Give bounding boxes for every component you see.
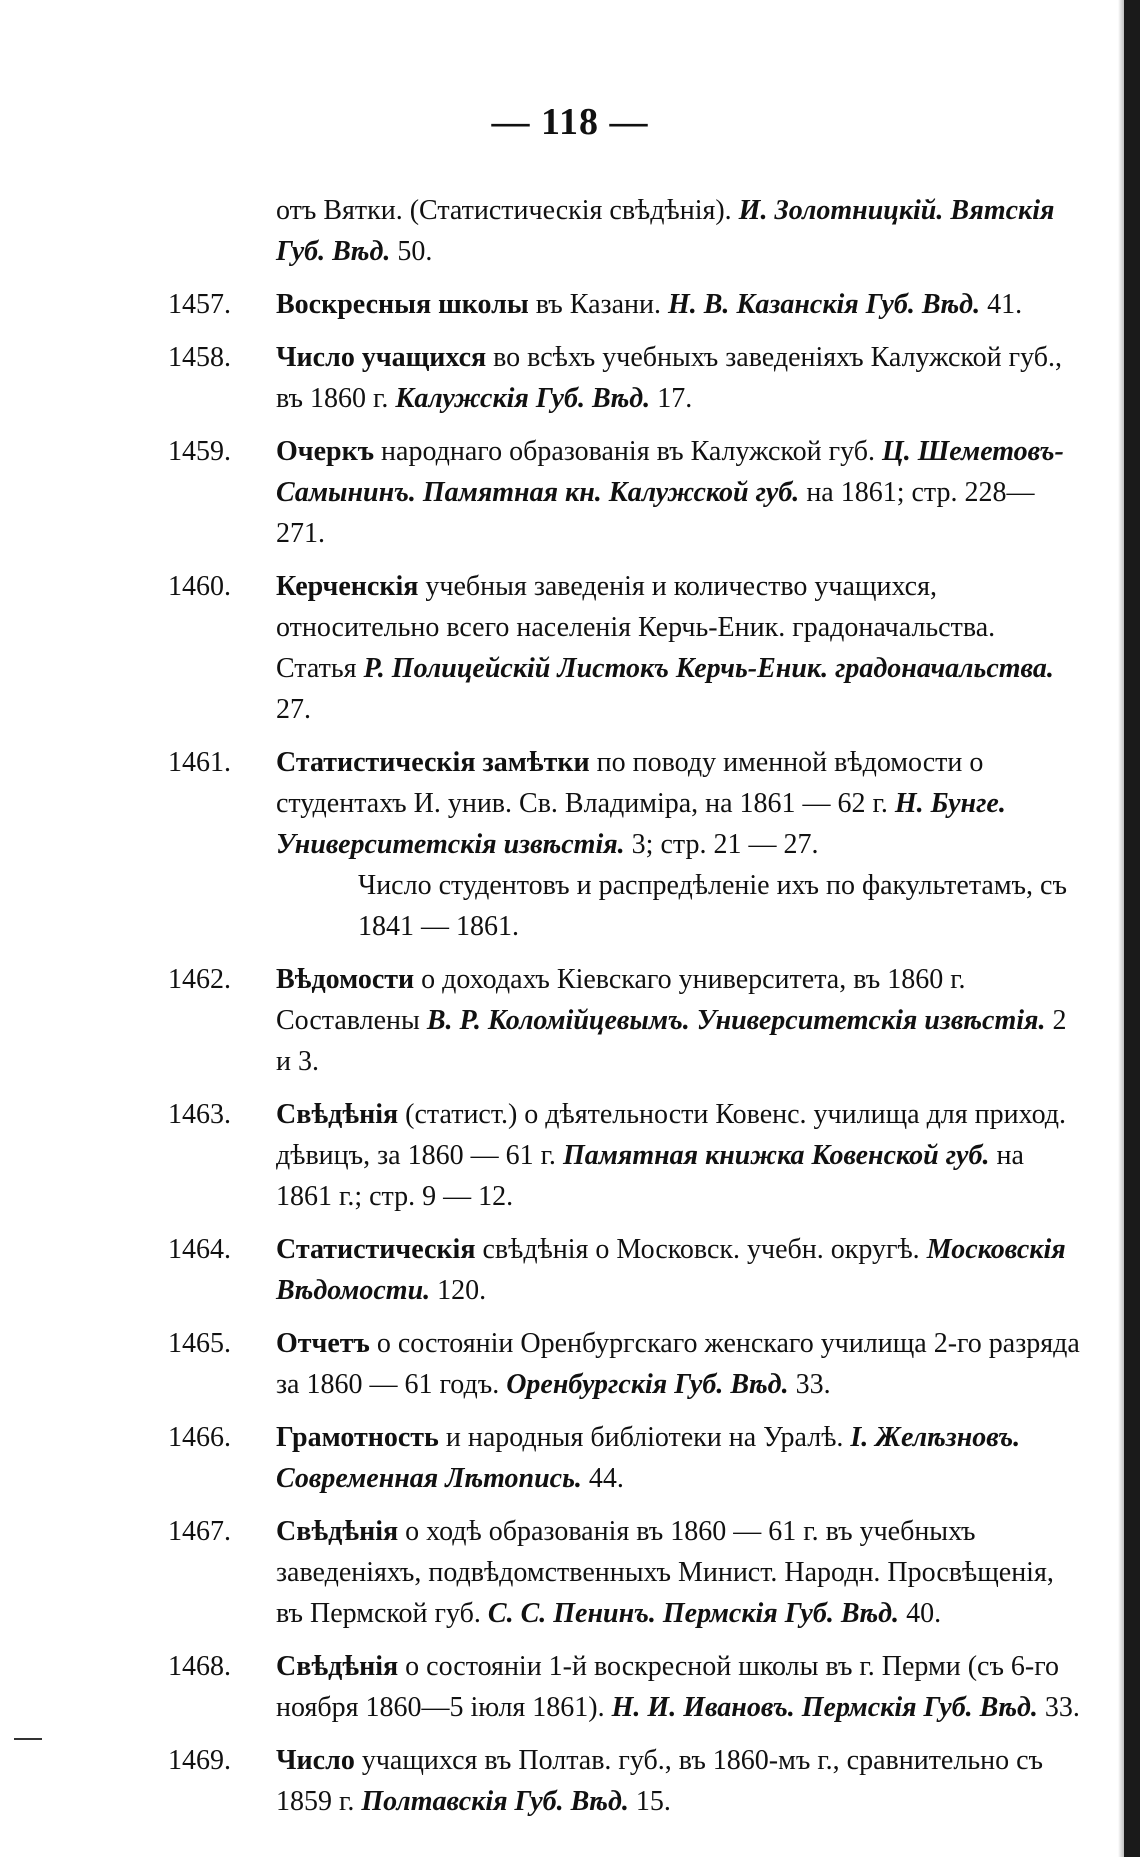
entry-number: 1461. [168, 747, 231, 778]
entry-number: 1459. [168, 436, 231, 467]
entry-number: 1464. [168, 1234, 231, 1265]
entry-source: Пермскія Губ. Вѣд. [662, 1598, 900, 1629]
entry-source: Полицейскій Листокъ Керчь-Еник. градоначальства. [391, 653, 1054, 684]
entry-number: 1457. [168, 289, 231, 320]
entry-author: Н. И. Ивановъ. [611, 1692, 795, 1723]
entry-1462: 1462. Вѣдомости о доходахъ Кіевскаго университета, въ 1860 г. Составлены В. Р. Коломійцевымъ. Университетскія извѣстія. 2 и 3. [168, 959, 1080, 1082]
entry-source: Оренбургскія Губ. Вѣд. [506, 1369, 789, 1400]
entry-source: Калужскія Губ. Вѣд. [395, 383, 651, 414]
entry-1467: 1467. Свѣдѣнія о ходѣ образованія въ 1860 — 61 г. въ учебныхъ заведеніяхъ, подвѣдомственныхъ Минист. Народн. Просвѣщенія, въ Пермской губ. С. С. Пенинъ. Пермскія Губ. Вѣд. 40. [168, 1511, 1080, 1634]
entry-1459: 1459. Очеркъ народнаго образованія въ Калужской губ. Ц. Шеметовъ-Самынинъ. Памятная кн. Калужской губ. на 1861; стр. 228—271. [168, 431, 1080, 554]
entry-author: Н. Бунге. [894, 788, 1006, 819]
entry-source: Памятная книжка Ковенской губ. [562, 1140, 990, 1171]
entry-1463: 1463. Свѣдѣнія (статист.) о дѣятельности Ковенс. училища для приход. дѣвицъ, за 1860 — 61 г. Памятная книжка Ковенской губ. на 1861 г.; стр. 9 — 12. [168, 1094, 1080, 1217]
entry-1457: 1457. Воскресныя школы въ Казани. Н. В. Казанскія Губ. Вѣд. 41. [168, 284, 1080, 325]
entry-1468: 1468. Свѣдѣнія о состояніи 1-й воскресной школы въ г. Перми (съ 6-го ноября 1860—5 іюля 1861). Н. И. Ивановъ. Пермскія Губ. Вѣд. 33. [168, 1646, 1080, 1728]
entry-number: 1467. [168, 1516, 231, 1547]
entry-heading: Статистическія замѣтки [276, 747, 590, 778]
entry-1464: 1464. Статистическія свѣдѣнія о Московск. учебн. округѣ. Московскія Вѣдомости. 120. [168, 1229, 1080, 1311]
entry-author: I. Желѣзновъ. [850, 1422, 1021, 1453]
entry-note: Число студентовъ и распредѣленіе ихъ по факультетамъ, съ 1841 — 1861. [358, 870, 1067, 942]
entry-number: 1462. [168, 964, 231, 995]
entry-source: Современная Лѣтопись. [276, 1463, 582, 1494]
bibliography-list [168, 190, 1080, 1822]
entry-heading: Статистическія [276, 1234, 476, 1265]
entry-source: Казанскія Губ. Вѣд. [736, 289, 981, 320]
entry-number: 1460. [168, 571, 231, 602]
entry-source: Полтавскія Губ. Вѣд. [361, 1786, 629, 1817]
entry-number: 1466. [168, 1422, 231, 1453]
binding-shadow [1118, 0, 1124, 1857]
entry-heading: Свѣдѣнія [276, 1651, 399, 1682]
entry-number: 1463. [168, 1099, 231, 1130]
entry-heading: Керченскія [276, 571, 419, 602]
margin-mark [14, 1738, 42, 1740]
entry-source: Пермскія Губ. Вѣд. [801, 1692, 1038, 1723]
entry-source: Университетскія извѣстія. [696, 1005, 1046, 1036]
entry-number: 1469. [168, 1745, 231, 1776]
entry-heading: Очеркъ [276, 436, 375, 467]
entry-source: Московскія Вѣдомости. [276, 1234, 1066, 1306]
entry-heading: Воскресныя школы [276, 289, 529, 320]
entry-number: 1458. [168, 342, 231, 373]
entry-1466: 1466. Грамотность и народныя библіотеки на Уралѣ. I. Желѣзновъ. Современная Лѣтопись. 44. [168, 1417, 1080, 1499]
continued-entry: отъ Вятки. (Статистическія свѣдѣнія). И. Золотницкій. Вятскія Губ. Вѣд. 50. [276, 195, 1055, 267]
page-binding-edge [1124, 0, 1140, 1857]
page-number: — 118 — [491, 101, 649, 143]
entry-author: С. С. Пенинъ. [487, 1598, 656, 1629]
entry-author: Н. В. [667, 289, 730, 320]
entry-number: 1465. [168, 1328, 231, 1359]
entry-heading: Число [276, 1745, 355, 1776]
entry-1465: 1465. Отчетъ о состояніи Оренбургскаго женскаго училища 2-го разряда за 1860 — 61 годъ. Оренбургскія Губ. Вѣд. 33. [168, 1323, 1080, 1405]
entry-author: Ц. Шеметовъ-Самынинъ. [276, 436, 1064, 508]
entry-heading: Отчетъ [276, 1328, 370, 1359]
entry-1461: 1461. Статистическія замѣтки по поводу именной вѣдомости о студентахъ И. унив. Св. Владиміра, на 1861 — 62 г. Н. Бунге. Университетскія извѣстія. 3; стр. 21 — 27. Число студентовъ и распредѣленіе ихъ по факультетамъ, съ 1841 — 1861. [168, 742, 1080, 947]
entry-author: Р. [363, 653, 385, 684]
entry-number: 1468. [168, 1651, 231, 1682]
entry-author: В. Р. Коломійцевымъ. [426, 1005, 690, 1036]
entry-source: Университетскія извѣстія. [276, 829, 625, 860]
entry-heading: Вѣдомости [276, 964, 415, 995]
entry-1469: 1469. Число учащихся въ Полтав. губ., въ 1860-мъ г., сравнительно съ 1859 г. Полтавскія Губ. Вѣд. 15. [168, 1740, 1080, 1822]
entry-source: Памятная кн. Калужской губ. [422, 477, 800, 508]
entry-heading: Грамотность [276, 1422, 439, 1453]
entry-heading: Свѣдѣнія [276, 1099, 399, 1130]
entry-1460: 1460. Керченскія учебныя заведенія и количество учащихся, относительно всего населенія Керчь-Еник. градоначальства. Статья Р. Полицейскій Листокъ Керчь-Еник. градоначальства. 27. [168, 566, 1080, 730]
entry-heading: Свѣдѣнія [276, 1516, 399, 1547]
entry-1458: 1458. Число учащихся во всѣхъ учебныхъ заведеніяхъ Калужской губ., въ 1860 г. Калужскія Губ. Вѣд. 17. [168, 337, 1080, 419]
entry-heading: Число учащихся [276, 342, 487, 373]
